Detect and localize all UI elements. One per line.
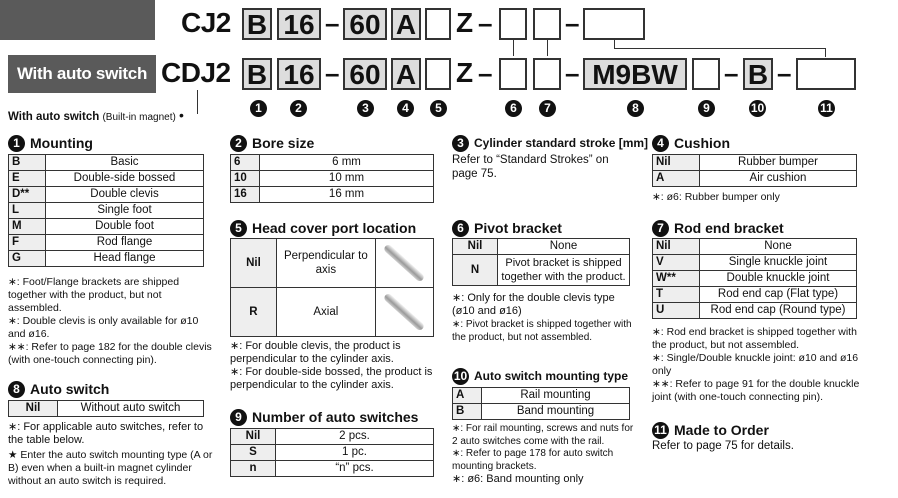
table-row: Nil None — [453, 239, 630, 255]
top-code-empty-box — [499, 8, 527, 40]
head-port-header — [230, 219, 416, 237]
cushion-note: ∗: ø6: Rubber bumper only — [652, 191, 780, 203]
table-row: B Band mounting — [453, 404, 630, 420]
number-badge: 1 — [250, 100, 267, 117]
stroke-header — [452, 134, 648, 152]
number-badge: 1 — [8, 135, 25, 152]
mounting-table — [8, 154, 204, 267]
top-code-dash1: – — [325, 8, 340, 38]
head-port-table — [230, 238, 434, 337]
number-badge: 4 — [397, 100, 414, 117]
auto-code-bore: 16 — [277, 58, 321, 90]
pivot-header — [452, 219, 562, 237]
top-code-bore: 16 — [277, 8, 321, 40]
magnet-dot-icon: • — [179, 107, 184, 123]
table-row: 6 6 mm — [231, 155, 434, 171]
cushion-header — [652, 134, 730, 152]
number-badge: 9 — [230, 409, 247, 426]
auto-code-mounting: B — [242, 58, 272, 90]
head-port-title: Head cover port location — [252, 220, 417, 236]
connector-line — [614, 40, 615, 48]
made-to-order-text: Refer to page 75 for details. — [652, 440, 794, 452]
table-row: Nil Rubber bumper — [653, 155, 857, 171]
num-switches-header — [230, 408, 418, 426]
top-code-cushion: A — [391, 8, 421, 40]
top-code-prefix: CJ2 — [181, 7, 231, 38]
number-badge: 8 — [627, 100, 644, 117]
cushion-table — [652, 154, 857, 187]
rod-end-notes: ∗: Rod end bracket is shipped together with the product, but not assembled. ∗: Single/Double knuckle joint: ø10 and ø16 only ∗∗: Refer to page 91 for the double knuckle joint (with one-touch connecting pin). — [652, 326, 860, 403]
stroke-text: Refer to “Standard Strokes” on page 75. — [452, 154, 609, 180]
auto-switch-notes: ∗: For applicable auto switches, refer to the table below. ★ Enter the auto switch mounting type (A or B) even when a built-in magnet cylinder without an auto switch is required. — [8, 421, 213, 487]
axial-cylinder-icon — [383, 292, 426, 331]
number-badge: 8 — [8, 381, 25, 398]
table-row: A Air cushion — [653, 171, 857, 187]
head-port-notes: ∗: For double clevis, the product is perpendicular to the cylinder axis. ∗: For double-side bossed, the product is perpendicular to the cylinder axis. — [230, 340, 433, 391]
number-badge: 2 — [230, 135, 247, 152]
rod-end-table — [652, 238, 857, 319]
top-code-mounting: B — [242, 8, 272, 40]
auto-switch-title: Auto switch — [30, 381, 110, 397]
auto-switch-label: With auto switch — [8, 55, 156, 93]
table-row: R Axial — [231, 288, 434, 337]
table-row: Nil None — [653, 239, 857, 255]
number-badge: 11 — [652, 422, 669, 439]
auto-code-stroke: 60 — [343, 58, 387, 90]
number-badge: 10 — [453, 368, 468, 383]
made-to-order-header — [652, 421, 769, 439]
auto-code-dash3: – — [565, 58, 580, 88]
magnet-note-main: With auto switch — [8, 111, 100, 123]
header-bar — [0, 0, 155, 40]
auto-switch-table — [8, 400, 204, 417]
switch-mount-title: Auto switch mounting type — [474, 369, 628, 383]
perpendicular-cylinder-icon — [383, 243, 426, 282]
table-row: V Single knuckle joint — [653, 255, 857, 271]
auto-code-cushion: A — [391, 58, 421, 90]
number-badge: 6 — [452, 220, 469, 237]
auto-switch-header — [8, 380, 109, 398]
magnet-leader-line — [197, 90, 198, 114]
auto-code-rod: B — [743, 58, 773, 90]
table-row: F Rod flange — [9, 235, 204, 251]
num-switches-table — [230, 428, 434, 477]
table-row: D** Double clevis — [9, 187, 204, 203]
top-code-z: Z — [456, 7, 473, 38]
made-to-order-title: Made to Order — [674, 422, 769, 438]
table-row: G Head flange — [9, 251, 204, 267]
bore-header — [230, 134, 314, 152]
bore-title: Bore size — [252, 135, 315, 151]
auto-code-switch: M9BW — [583, 58, 687, 90]
number-badge: 6 — [505, 100, 522, 117]
auto-code-z: Z — [456, 57, 473, 88]
pivot-notes: ∗: Only for the double clevis type (ø10 and ø16) ∗: Pivot bracket is shipped together with the product, but not assembled. — [452, 292, 632, 343]
table-row: E Double-side bossed — [9, 171, 204, 187]
table-row: 16 16 mm — [231, 187, 434, 203]
top-code-stroke: 60 — [343, 8, 387, 40]
magnet-note-sub: (Built-in magnet) — [102, 112, 176, 123]
table-row: W** Double knuckle joint — [653, 271, 857, 287]
number-badge: 5 — [430, 100, 447, 117]
mounting-title: Mounting — [30, 135, 93, 151]
top-code-empty-box — [425, 8, 451, 40]
switch-mount-header — [452, 367, 628, 385]
table-row: n “n” pcs. — [231, 461, 434, 477]
auto-code-empty-box — [533, 58, 561, 90]
auto-code-dash2: – — [478, 58, 493, 88]
auto-code-prefix: CDJ2 — [161, 57, 231, 88]
top-code-dash2: – — [478, 8, 493, 38]
auto-code-dash5: – — [777, 58, 792, 88]
auto-code-dash1: – — [325, 58, 340, 88]
stroke-title: Cylinder standard stroke [mm] — [474, 136, 649, 150]
table-row: L Single foot — [9, 203, 204, 219]
number-badge: 3 — [452, 135, 469, 152]
mounting-notes: ∗: Foot/Flange brackets are shipped together with the product, but not assembled. ∗: Double clevis is only available for ø10 and ø16. ∗∗: Refer to page 182 for the double clevis (with one-touch connecting pin). — [8, 276, 212, 366]
number-badge: 2 — [290, 100, 307, 117]
cushion-title: Cushion — [674, 135, 730, 151]
table-row: Nil Without auto switch — [9, 401, 204, 417]
auto-code-dash4: – — [724, 58, 739, 88]
connector-line — [547, 40, 548, 56]
table-row: U Rod end cap (Round type) — [653, 303, 857, 319]
number-badge: 4 — [652, 135, 669, 152]
table-row: M Double foot — [9, 219, 204, 235]
number-badge: 7 — [539, 100, 556, 117]
table-row: 10 10 mm — [231, 171, 434, 187]
number-badge: 7 — [652, 220, 669, 237]
number-badge: 5 — [230, 220, 247, 237]
top-code-dash3: – — [565, 8, 580, 38]
auto-code-empty-box — [425, 58, 451, 90]
table-row: Nil 2 pcs. — [231, 429, 434, 445]
auto-code-empty-box — [796, 58, 856, 90]
table-row: A Rail mounting — [453, 388, 630, 404]
top-code-empty-box — [533, 8, 561, 40]
num-switches-title: Number of auto switches — [252, 409, 419, 425]
table-row: S 1 pc. — [231, 445, 434, 461]
table-row: B Basic — [9, 155, 204, 171]
table-row: Nil Perpendicular to axis — [231, 239, 434, 288]
bore-table — [230, 154, 434, 203]
table-row: T Rod end cap (Flat type) — [653, 287, 857, 303]
rod-end-title: Rod end bracket — [674, 220, 784, 236]
connector-line — [513, 40, 514, 56]
auto-code-empty-box — [499, 58, 527, 90]
pivot-table — [452, 238, 630, 286]
number-badge: 11 — [818, 100, 835, 117]
magnet-note — [8, 107, 184, 123]
table-row: N Pivot bracket is shipped together with the product. — [453, 255, 630, 286]
connector-line — [825, 48, 826, 57]
connector-line — [614, 48, 825, 49]
auto-code-empty-box — [692, 58, 720, 90]
pivot-title: Pivot bracket — [474, 220, 562, 236]
switch-mount-table — [452, 387, 630, 420]
mounting-header — [8, 134, 93, 152]
number-badge: 3 — [357, 100, 374, 117]
number-badge: 10 — [750, 101, 765, 115]
number-badge: 9 — [698, 100, 715, 117]
switch-mount-notes: ∗: For rail mounting, screws and nuts for 2 auto switches come with the rail. ∗: Refer to page 178 for auto switch mounting brackets. ∗: ø6: Band mounting only — [452, 423, 634, 485]
rod-end-header — [652, 219, 784, 237]
top-code-empty-box — [583, 8, 645, 40]
